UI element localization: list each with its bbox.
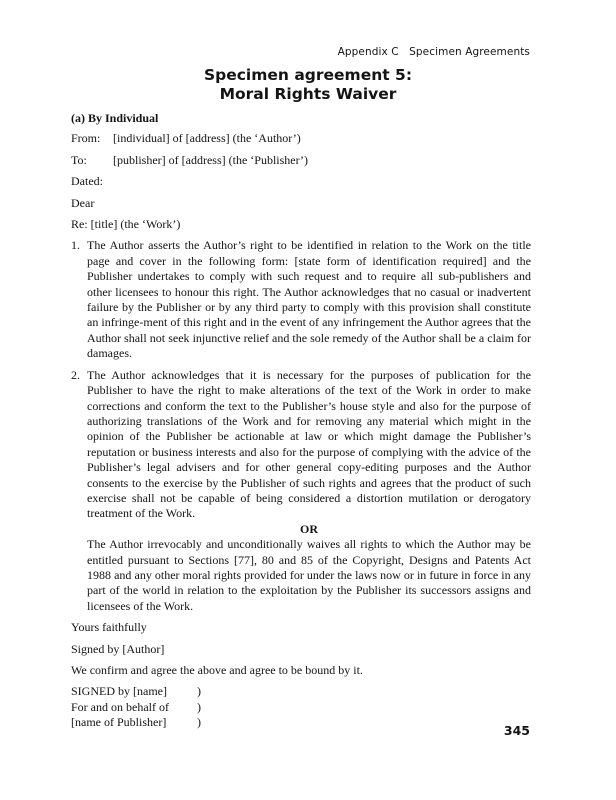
signature-row — [71, 700, 531, 715]
from-line — [71, 131, 531, 146]
dated-line: Dated: — [71, 174, 103, 189]
clause-2 — [71, 368, 531, 615]
re-line: Re: [title] (the ‘Work’) — [71, 217, 181, 232]
clause-alternative-text: The Author irrevocably and unconditionally waives all rights to which the Author may be entitled pursuant to Sections [77], 80 and 85 of the Copyright, Designs and Patents Act 1988 and any other moral rights provided for under the laws now or in future in force in any part of the world in relation to the exploitation by the Publisher its successors assigns and licensees of the Work. — [87, 537, 531, 613]
closing: Yours faithfully — [71, 620, 147, 635]
clause-text: The Author asserts the Author’s right to be identified in relation to the Work on the title page and cover in the following form: [state form of identification required] and the Publisher undertakes to comply with such request and to require all sub-publishers and other licensees to honour this right. The Author acknowledges that no casual or inadvertent failure by the Publisher or by any third party to comply with this provision shall constitute an infringe-ment of this right and in the event of any infringement the Author agrees that the Author shall not seek injunctive relief and the sole remedy of the Author shall be a claim for damages. — [87, 238, 531, 361]
signature-label: For and on behalf of — [71, 699, 169, 714]
from-value: [individual] of [address] (the ‘Author’) — [113, 131, 301, 146]
clause-text: The Author acknowledges that it is necessary for the purposes of publication for the Publisher to have the right to make alterations of the text of the Work in order to make corrections and conform the text to the Publisher’s house style and also for the purpose of authorizing translations of the Work and for removing any material which might in the opinion of the Publisher be actionable at law or which might damage the Publisher’s reputation or business interests and also for the purpose of complying with the advice of the Publisher’s legal advisers and for other general copy-editing purposes and the Author consents to the exercise by the Publisher of such rights and agrees that the product of such exercise shall not be capable of being considered a distortion mutilation or derogatory treatment of the Work. — [87, 367, 531, 521]
or-separator: OR — [300, 521, 318, 536]
salutation: Dear — [71, 195, 95, 210]
confirmation-text: We confirm and agree the above and agree to be bound by it. — [71, 663, 363, 677]
signature-bracket: ) — [197, 684, 201, 699]
signed-by-author: Signed by [Author] — [71, 641, 165, 656]
to-value: [publisher] of [address] (the ‘Publisher’) — [113, 152, 309, 167]
clause-1 — [71, 238, 531, 361]
document-body — [71, 111, 531, 731]
from-label: From: — [71, 131, 101, 146]
clause-list — [71, 238, 531, 614]
subheading: (a) By Individual — [71, 111, 159, 125]
to-line — [71, 153, 531, 168]
title-line-2: Moral Rights Waiver — [219, 85, 397, 103]
running-head-section: Specimen Agreements — [409, 46, 530, 58]
title-line-1: Specimen agreement 5: — [203, 66, 413, 84]
signature-row — [71, 715, 531, 730]
signature-label: SIGNED by [name] — [71, 684, 167, 699]
clause-number: 1. — [71, 238, 80, 253]
page-number: 345 — [503, 723, 530, 738]
signature-block — [71, 684, 531, 730]
clause-number: 2. — [71, 367, 80, 382]
signature-bracket: ) — [197, 715, 201, 730]
signature-bracket: ) — [197, 699, 201, 714]
running-head-appendix: Appendix C — [337, 46, 399, 58]
running-head — [338, 46, 530, 58]
to-label: To: — [71, 152, 87, 167]
signature-row — [71, 684, 531, 699]
signature-label: [name of Publisher] — [71, 715, 167, 730]
page-title — [0, 66, 616, 104]
